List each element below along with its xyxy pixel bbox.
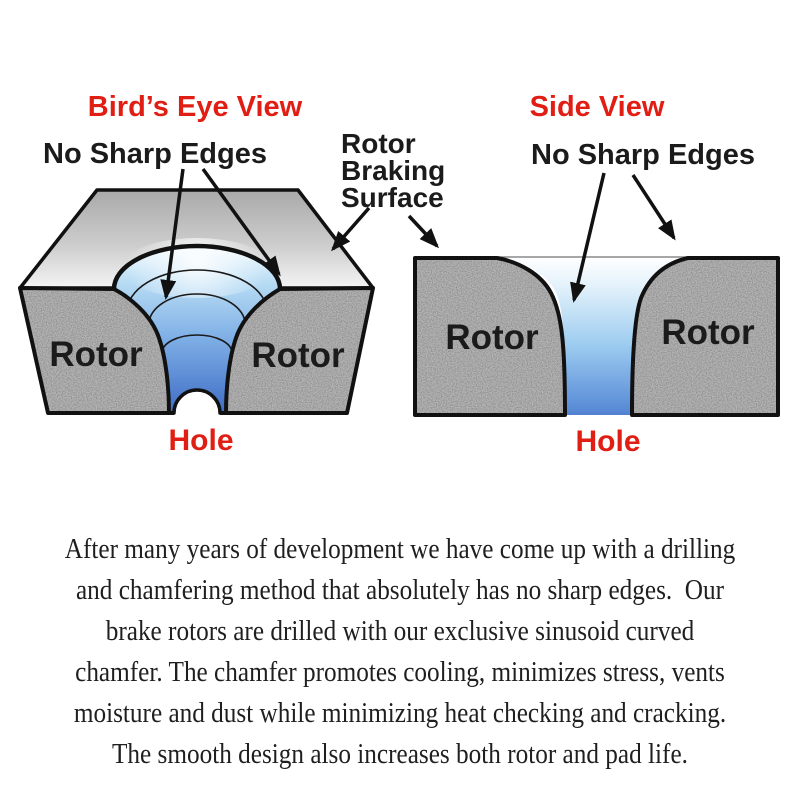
rbs-line-2: Braking <box>341 155 446 186</box>
paragraph-line: moisture and dust while minimizing heat checking and cracking. <box>73 697 727 729</box>
no-sharp-edges-label-right: No Sharp Edges <box>531 139 755 171</box>
paragraph-line: The smooth design also increases both rotor and pad life. <box>112 738 688 770</box>
birdseye-title: Bird’s Eye View <box>87 91 303 123</box>
rotor-label-birdseye-left: Rotor <box>49 335 143 374</box>
paragraph-line: After many years of development we have come up with a drilling <box>64 533 736 565</box>
rbs-line-1: Rotor <box>341 128 416 159</box>
hole-label-sideview: Hole <box>575 425 641 458</box>
arrow-braking-surface-left <box>333 208 369 249</box>
rotor-label-sideview-left: Rotor <box>445 318 539 357</box>
rotor-label-sideview-right: Rotor <box>661 313 755 352</box>
description-paragraph <box>0 529 800 775</box>
arrow-no-sharp-edges-right-2 <box>633 175 674 238</box>
no-sharp-edges-label-left: No Sharp Edges <box>43 138 267 170</box>
paragraph-line: brake rotors are drilled with our exclusive sinusoid curved <box>105 615 695 647</box>
hole-label-birdseye: Hole <box>168 424 234 457</box>
arrow-braking-surface-right <box>409 216 437 246</box>
rotor-label-birdseye-right: Rotor <box>251 336 345 375</box>
rotor-braking-surface-label <box>341 130 445 211</box>
paragraph-line: and chamfering method that absolutely has no sharp edges. Our <box>75 574 725 606</box>
birdseye-block <box>20 190 373 417</box>
rbs-line-3: Surface <box>341 182 444 213</box>
sideview-title: Side View <box>529 91 665 123</box>
paragraph-line: chamfer. The chamfer promotes cooling, minimizes stress, vents <box>75 656 725 688</box>
